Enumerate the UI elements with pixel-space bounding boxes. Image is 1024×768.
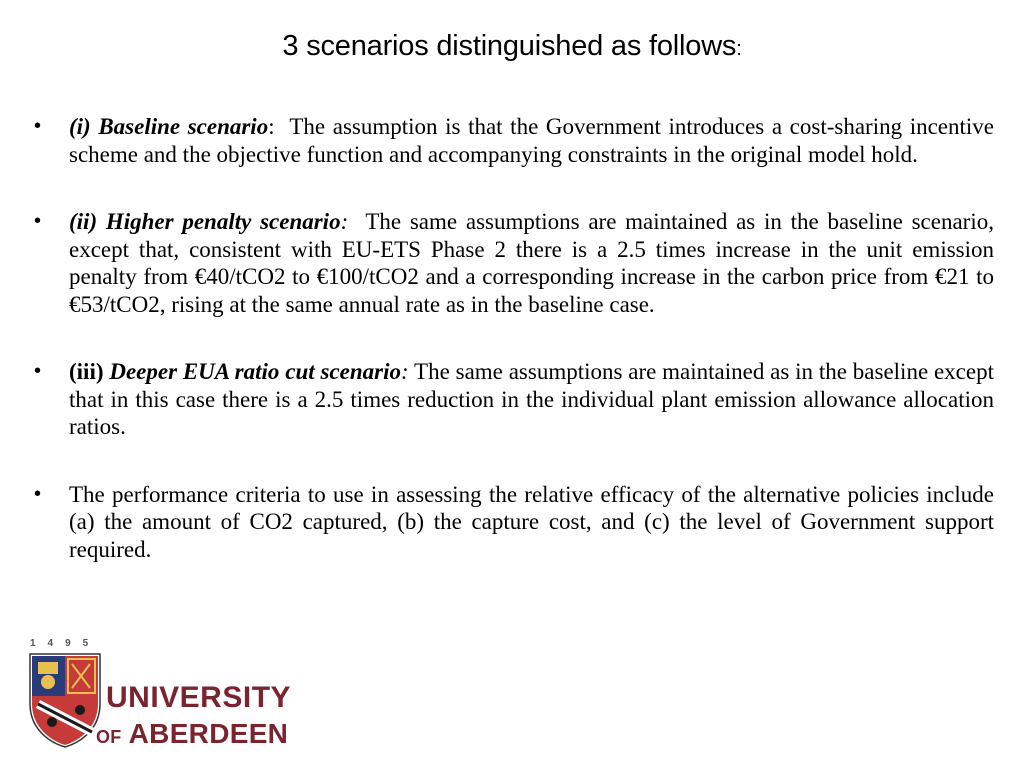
logo-wordmark-aberdeen [96, 718, 288, 753]
bullet-body: The same assumptions are maintained as in the baseline except that in this case there is a 2.5 times reduction in the individual plant emission allowance allocation ratios. [69, 359, 1000, 439]
bullet-body: The assumption is that the Government introduces a cost-sharing incentive scheme and the objective function and accompanying constraints in the original model hold. [69, 114, 1000, 167]
bullet-body: The same assumptions are maintained as in the baseline scenario, except that, consistent with EU-ETS Phase 2 there is a 2.5 times increase in the unit emission penalty from €40/tCO2 to €100/tCO2 and a corresponding increase in the carbon price from €21 to €53/tCO2, rising at the same annual rate as in the baseline case. [69, 209, 1000, 317]
bullet-separator: : [400, 359, 409, 384]
bullet-baseline-scenario [34, 113, 1000, 168]
bullet-body: The performance criteria to use in assessing the relative efficacy of the alternative policies include (a) the amount of CO2 captured, (b) the capture cost, and (c) the level of Government support required. [69, 481, 994, 562]
bullet-dot-icon: • [34, 210, 42, 232]
bullet-dot-icon: • [34, 360, 42, 382]
slide-title [0, 28, 1024, 67]
slide-title-colon: : [736, 38, 742, 60]
bullet-performance-criteria [34, 481, 994, 564]
university-crest-icon [28, 652, 102, 748]
bullet-separator: : [340, 209, 349, 234]
bullet-dot-icon: • [34, 482, 42, 505]
logo-wordmark-aberdeen-text: ABERDEEN [128, 718, 289, 749]
bullet-deeper-eua-scenario [34, 358, 1000, 441]
bullet-dot-icon: • [34, 115, 42, 137]
logo-wordmark-of: OF [96, 727, 122, 747]
logo-wordmark-university: UNIVERSITY [106, 681, 292, 714]
bullet-label-prefix: (iii) [69, 359, 104, 384]
bullet-label: (i) Baseline scenario [69, 114, 269, 139]
bullet-list [34, 113, 1000, 563]
slide-title-text: 3 scenarios distinguished as follows [282, 30, 737, 62]
bullet-separator: : [268, 114, 275, 139]
logo-year: 1495 [30, 638, 101, 649]
university-logo [26, 638, 316, 754]
bullet-label: Deeper EUA ratio cut scenario [109, 359, 401, 384]
bullet-higher-penalty-scenario [34, 208, 1000, 318]
bullet-label: (ii) Higher penalty scenario [69, 209, 341, 234]
